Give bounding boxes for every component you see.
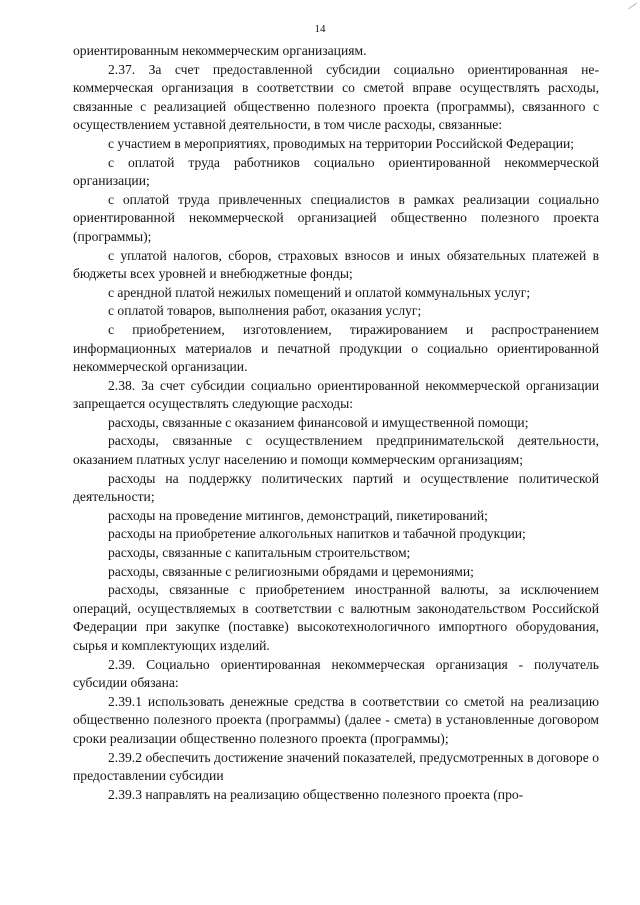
page-number: 14 bbox=[314, 23, 326, 35]
paragraph: 2.39.2 обеспечить достижение значений показателей, предусмотренных в договоре о предоставлении субсидии bbox=[73, 749, 599, 784]
paragraph: 2.37. За счет предоставленной субсидии социально ориентированная некоммерческая организация в соответствии со сметой вправе осуществлять расходы, связанные с реализацией общественно полезного проекта (программы), связанного с осуществлением уставной деятельности, в том числе расходы, связанные: bbox=[73, 61, 599, 133]
paragraph: 2.39.1 использовать денежные средства в соответствии со сметой на реализацию общественно полезного проекта (программы) (далее - смета) в установленные договором сроки реализации общественно полезного проекта (программы); bbox=[73, 693, 599, 746]
paragraph: с уплатой налогов, сборов, страховых взносов и иных обязательных платежей в бюджеты всех уровней и внебюджетные фонды; bbox=[73, 247, 599, 282]
paragraph: с арендной платой нежилых помещений и оплатой коммунальных услуг; bbox=[108, 284, 531, 300]
scan-mark bbox=[625, 0, 637, 9]
paragraph: расходы на приобретение алкогольных напитков и табачной продукции; bbox=[108, 526, 526, 542]
paragraph: расходы, связанные с религиозными обрядами и церемониями; bbox=[108, 563, 474, 579]
paragraph: расходы, связанные с приобретением иностранной валюты, за исключением операций, осуществляемых в соответствии с валютным законодательством Российской Федерации при закупке (поставке) высокотехнологичного импортного оборудования, сырья и комплектующих изделий. bbox=[73, 582, 599, 653]
paragraph: с оплатой товаров, выполнения работ, оказания услуг; bbox=[108, 303, 422, 319]
paragraph: с участием в мероприятиях, проводимых на территории Российской Федерации; bbox=[108, 135, 575, 151]
paragraph: расходы, связанные с осуществлением предпринимательской деятельности, оказанием платных услуг населению и помощи коммерческим организациям; bbox=[73, 433, 599, 468]
paragraph: с приобретением, изготовлением, тиражированием и распространением информационных материалов и печатной продукции о социально ориентированной некоммерческой организации. bbox=[73, 321, 599, 375]
paragraph: с оплатой труда привлеченных специалистов в рамках реализации социально ориентированной некоммерческой организацией общественно полезного проекта (программы); bbox=[73, 191, 599, 244]
paragraph: с оплатой труда работников социально ориентированной некоммерческой организации; bbox=[73, 154, 599, 189]
paragraph: 2.39.3 направлять на реализацию общественно полезного проекта (про- bbox=[108, 786, 524, 802]
paragraph: ориентированным некоммерческим организациям. bbox=[73, 43, 367, 58]
paragraph: 2.39. Социально ориентированная некоммерческая организация - получатель субсидии обязана: bbox=[73, 656, 599, 691]
paragraph: расходы на проведение митингов, демонстраций, пикетирований; bbox=[108, 507, 488, 523]
body-text bbox=[73, 42, 599, 804]
paragraph: расходы на поддержку политических партий и осуществление политической деятельности; bbox=[73, 470, 599, 505]
paragraph: расходы, связанные с оказанием финансовой и имущественной помощи; bbox=[108, 414, 529, 430]
paragraph: 2.38. За счет субсидии социально ориентированной некоммерческой организации запрещается осуществлять следующие расходы: bbox=[73, 377, 599, 412]
paragraph: расходы, связанные с капитальным строительством; bbox=[108, 545, 411, 561]
